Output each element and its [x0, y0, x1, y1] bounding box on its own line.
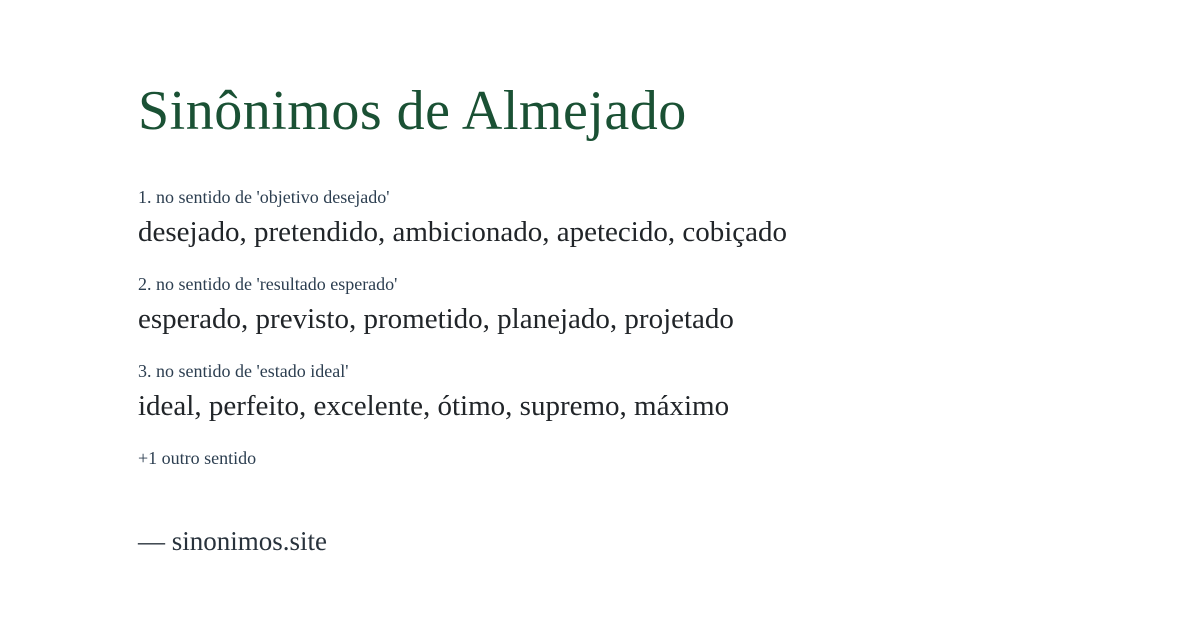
more-senses-note: +1 outro sentido [138, 448, 257, 468]
sense-2-label: 2. no sentido de 'resultado esperado' [138, 274, 398, 294]
sense-3-synonyms: ideal, perfeito, excelente, ótimo, supremo, máximo [138, 390, 730, 422]
sense-block-2 [138, 272, 1160, 338]
sense-3-label: 3. no sentido de 'estado ideal' [138, 361, 349, 381]
sense-block-3 [138, 359, 1160, 425]
site-attribution: — sinonimos.site [138, 526, 328, 556]
sense-1-label: 1. no sentido de 'objetivo desejado' [138, 187, 390, 207]
sense-1-synonyms: desejado, pretendido, ambicionado, apetecido, cobiçado [138, 216, 788, 248]
sense-block-1 [138, 185, 1160, 251]
page-title: Sinônimos de Almejado [138, 80, 687, 142]
sense-2-synonyms: esperado, previsto, prometido, planejado, projetado [138, 303, 734, 335]
